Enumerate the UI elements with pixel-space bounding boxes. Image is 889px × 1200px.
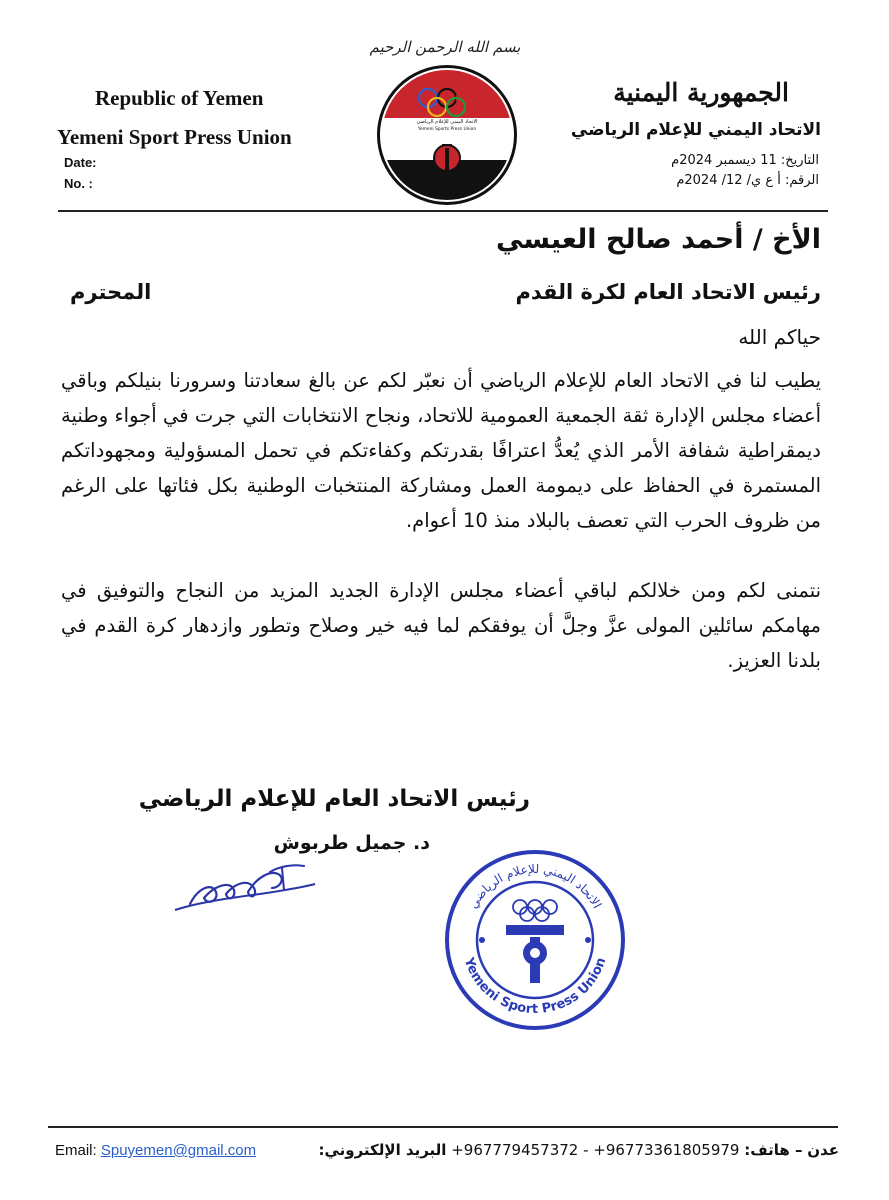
footer-divider xyxy=(48,1126,838,1128)
union-arabic: الاتحاد اليمني للإعلام الرياضي xyxy=(570,120,821,140)
email-label-arabic: البريد الإلكتروني: xyxy=(318,1141,447,1159)
phone-label: هاتف: xyxy=(744,1141,790,1159)
footer-email-block xyxy=(55,1142,256,1159)
seal-text-arabic: الاتحاد اليمني للإعلام الرياضي xyxy=(465,861,605,911)
logo-text-ar: الاتحاد اليمني للإعلام الرياضي xyxy=(416,119,478,125)
logo-text-en: Yemeni Sports Press Union xyxy=(417,127,477,132)
greeting: حياكم الله xyxy=(738,325,821,349)
footer-contact xyxy=(0,1140,889,1164)
recipient-name: الأخ / أحمد صالح العيسي xyxy=(496,224,821,255)
letter-paragraph-2: نتمنى لكم ومن خلالكم لباقي أعضاء مجلس الإدارة الجديد المزيد من النجاح والتوفيق في مهامكم سائلين المولى عزَّ وجلَّ أن يوفقكم لما فيه خير وصلاح وتطور وازدهار كرة القدم في بلدنا العزيز. xyxy=(61,579,821,672)
respected-salutation: المحترم xyxy=(70,280,152,304)
date-arabic: التاريخ: 11 ديسمبر 2024م xyxy=(671,153,819,168)
letter-paragraph-1: يطيب لنا في الاتحاد العام للإعلام الرياضي أن نعبّر لكم عن بالغ سعادتنا وسرورنا بنيلكم وباقي أعضاء مجلس الإدارة ثقة الجمعية العمومية للاتحاد، ونجاح الانتخابات التي جرت في أجواء وطنية ديمقراطية شفافة الأمر الذي يُعدُّ اعترافًا بقدرتكم وكفاءتكم في تحمل المسؤولية ومجهوداتكم المستمرة في الحفاظ على ديمومة العمل ومشاركة المنتخبات الوطنية بكل فئاتها على الرغم من ظروف الحرب التي تعصف بالبلاد منذ 10 أعوام. xyxy=(61,369,821,532)
union-logo xyxy=(372,60,522,210)
signatory-name: د. جميل طربوش xyxy=(273,832,430,854)
republic-arabic: الجمهورية اليمنية xyxy=(613,78,789,107)
seal-arabic-arc xyxy=(466,862,604,911)
official-seal xyxy=(440,845,630,1035)
header-divider xyxy=(58,210,828,212)
bismillah-calligraphy: بسم الله الرحمن الرحيم xyxy=(369,38,521,56)
city-label: عدن xyxy=(807,1141,839,1159)
republic-english: Republic of Yemen xyxy=(95,86,264,110)
email-label: Email: xyxy=(55,1142,97,1159)
signatory-title: رئيس الاتحاد العام للإعلام الرياضي xyxy=(138,786,530,812)
reference-number-arabic: الرقم: أ ع ي/ 12/ 2024م xyxy=(676,173,819,188)
phone-numbers: +967779457372 - +96773361805979 xyxy=(451,1141,740,1159)
email-link[interactable]: Spuyemen@gmail.com xyxy=(100,1142,257,1159)
union-english: Yemeni Sport Press Union xyxy=(57,125,292,149)
date-label-english: Date: xyxy=(64,155,97,170)
handwritten-signature xyxy=(170,858,320,918)
recipient-title: رئيس الاتحاد العام لكرة القدم xyxy=(515,280,821,304)
number-label-english: No. : xyxy=(64,176,93,191)
seal-text-english: Yemeni Sport Press Union xyxy=(460,955,610,1018)
footer-phone-block: عدن – هاتف: +967779457372 - +96773361805979 البريد الإلكتروني: xyxy=(318,1141,839,1159)
